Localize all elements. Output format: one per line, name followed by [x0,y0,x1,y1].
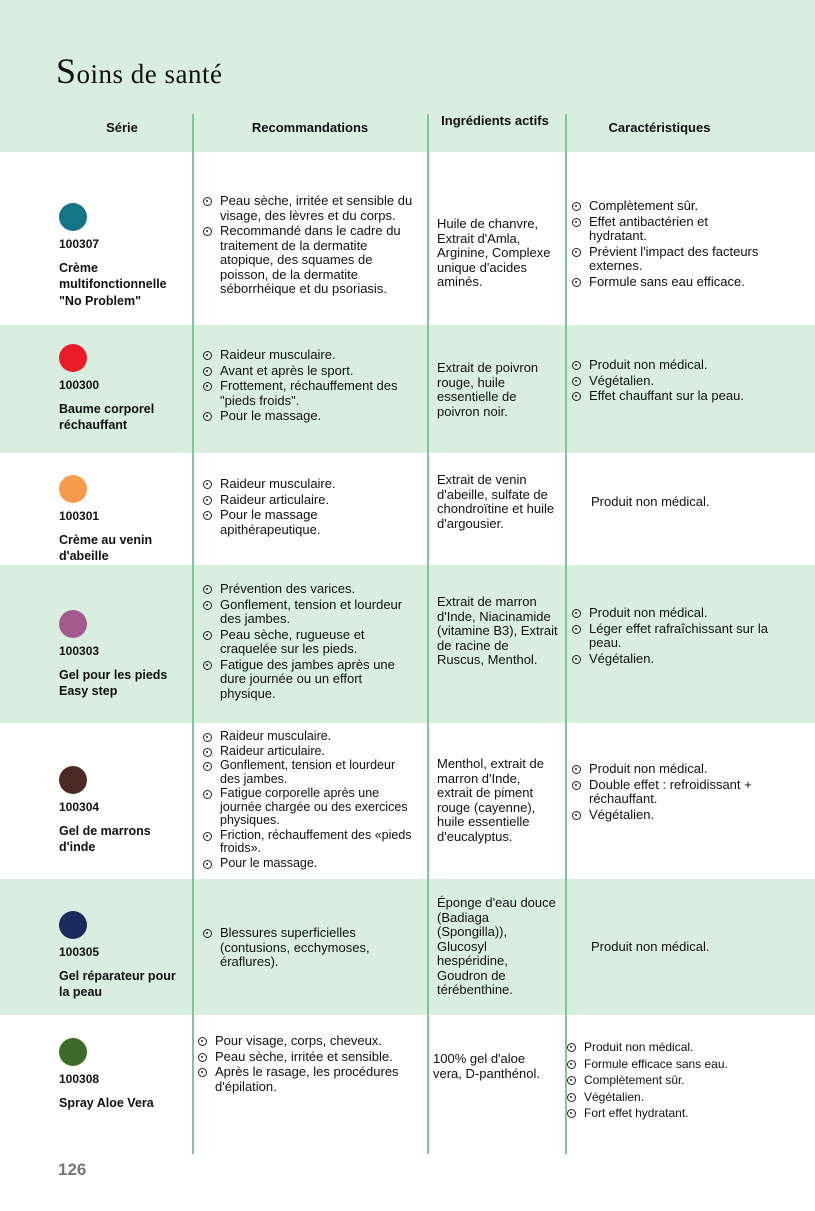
product-code: 100305 [59,945,100,959]
product-serie [59,1038,184,1111]
characteristics [567,1040,777,1123]
list-item: Formule sans eau efficace. [572,275,768,290]
characteristics [572,606,768,667]
active-ingredients: Menthol, extrait de marron d'Inde, extrait de piment rouge (cayenne), huile essentielle d'eucalyptus. [437,756,544,844]
header-serie: Série [106,120,138,135]
bullet-icon [203,860,212,869]
bullet-icon [567,1043,576,1052]
list-item: Fatigue des jambes après une dure journée ou un effort physique. [203,658,413,702]
bullet-icon [203,762,212,771]
product-code: 100307 [59,237,100,251]
list-item: Produit non médical. [572,762,768,777]
bullet-icon [572,392,581,401]
product-name: Baume corporel réchauffant [59,401,155,432]
header-reco: Recommandations [251,120,369,135]
product-serie [59,203,184,309]
list-item: Raideur articulaire. [203,493,413,508]
active-ingredients: Huile de chanvre, Extrait d'Amla, Arginine, Complexe unique d'acides aminés. [437,216,551,289]
product-serie [59,475,184,565]
list-item: Produit non médical. [567,1040,777,1056]
bullet-icon [203,631,212,640]
bullet-icon [567,1060,576,1069]
bullet-icon [572,625,581,634]
header-carac: Caractéristiques [608,120,711,135]
active-ingredients: Extrait de marron d'Inde, Niacinamide (vitamine B3), Extrait de racine de Ruscus, Menthol. [437,594,558,667]
product-serie [59,766,184,856]
bullet-icon [203,351,212,360]
product-code: 100301 [59,509,100,523]
list-item: Complètement sûr. [567,1073,777,1089]
characteristics [572,762,768,823]
list-item: Raideur musculaire. [203,730,413,744]
list-item: Gonflement, tension et lourdeur des jambes. [203,759,413,786]
bullet-icon [203,496,212,505]
column-divider [427,114,429,1154]
bullet-icon [572,377,581,386]
active-ingredients: Éponge d'eau douce (Badiaga (Spongilla)), Glucosyl hespéridine, Goudron de térébenthine. [437,895,556,997]
product-name: Crème multifonctionnelle "No Problem" [59,260,167,308]
bullet-icon [203,480,212,489]
product-serie [59,911,184,1001]
recommendations [203,348,413,425]
page-title: Soins de santé [56,51,223,91]
color-dot [59,475,87,503]
list-item: Végétalien. [572,374,768,389]
bullet-icon [203,661,212,670]
product-name: Spray Aloe Vera [59,1095,154,1110]
column-divider [565,114,567,1154]
bullet-icon [203,585,212,594]
active-ingredients: 100% gel d'aloe vera, D-panthénol. [433,1051,540,1081]
bullet-icon [203,832,212,841]
list-item: Effet antibactérien et hydratant. [572,215,768,244]
bullet-icon [567,1076,576,1085]
bullet-icon [572,781,581,790]
list-item: Raideur musculaire. [203,477,413,492]
recommendations [203,194,413,298]
bullet-icon [203,197,212,206]
list-item: Produit non médical. [572,606,768,621]
bullet-icon [203,790,212,799]
list-item: Fatigue corporelle après une journée chargée ou des exercices physiques. [203,787,413,828]
characteristics [572,199,768,290]
recommendations [203,730,413,871]
bullet-icon [572,655,581,664]
bullet-icon [203,412,212,421]
list-item: Peau sèche, irritée et sensible du visage, des lèvres et du corps. [203,194,413,223]
list-item: Végétalien. [572,652,768,667]
product-name: Gel pour les pieds Easy step [59,667,168,698]
recommendations [203,582,413,702]
list-item: Pour le massage. [203,409,413,424]
list-item: Formule efficace sans eau. [567,1057,777,1073]
color-dot [59,766,87,794]
bullet-icon [203,748,212,757]
list-item: Avant et après le sport. [203,364,413,379]
bullet-icon [572,248,581,257]
bullet-icon [203,511,212,520]
list-item: Prévention des varices. [203,582,413,597]
product-serie [59,344,184,434]
list-item: Complètement sûr. [572,199,768,214]
bullet-icon [203,929,212,938]
column-divider [192,114,194,1154]
characteristics: Produit non médical. [591,494,710,509]
list-item: Pour le massage apithérapeutique. [203,508,413,537]
list-item: Raideur articulaire. [203,745,413,759]
bullet-icon [572,811,581,820]
color-dot [59,1038,87,1066]
list-item: Effet chauffant sur la peau. [572,389,768,404]
list-item: Pour le massage. [203,857,413,871]
bullet-icon [572,609,581,618]
list-item: Produit non médical. [572,358,768,373]
bullet-icon [203,367,212,376]
list-item: Gonflement, tension et lourdeur des jambes. [203,598,413,627]
characteristics: Produit non médical. [591,939,710,954]
list-item: Peau sèche, rugueuse et craquelée sur les pieds. [203,628,413,657]
list-item: Végétalien. [567,1090,777,1106]
bullet-icon [203,227,212,236]
product-code: 100304 [59,800,100,814]
bullet-icon [198,1053,207,1062]
list-item: Blessures superficielles (contusions, ecchymoses, éraflures). [203,926,413,970]
recommendations [203,926,413,971]
bullet-icon [572,278,581,287]
color-dot [59,203,87,231]
product-name: Gel réparateur pour la peau [59,968,176,999]
list-item: Raideur musculaire. [203,348,413,363]
product-name: Crème au venin d'abeille [59,532,153,563]
list-item: Végétalien. [572,808,768,823]
bullet-icon [572,218,581,227]
list-item: Peau sèche, irritée et sensible. [198,1050,408,1065]
page-number: 126 [58,1160,87,1179]
list-item: Léger effet rafraîchissant sur la peau. [572,622,768,651]
bullet-icon [203,382,212,391]
bullet-icon [567,1093,576,1102]
bullet-icon [198,1068,207,1077]
list-item: Prévient l'impact des facteurs externes. [572,245,768,274]
list-item: Pour visage, corps, cheveux. [198,1034,408,1049]
list-item: Recommandé dans le cadre du traitement de la dermatite atopique, des squames de poisson, de la dermatite séborrhéique et du psoriasis. [203,224,413,297]
color-dot [59,911,87,939]
product-code: 100308 [59,1072,100,1086]
bullet-icon [203,601,212,610]
color-dot [59,610,87,638]
active-ingredients: Extrait de poivron rouge, huile essentielle de poivron noir. [437,360,539,419]
header-ingr: Ingrédients actifs [441,113,549,128]
bullet-icon [572,361,581,370]
bullet-icon [203,733,212,742]
characteristics [572,358,768,405]
recommendations [198,1034,408,1095]
product-code: 100303 [59,644,100,658]
list-item: Friction, réchauffement des «pieds froids». [203,829,413,856]
bullet-icon [572,765,581,774]
list-item: Après le rasage, les procédures d'épilation. [198,1065,408,1094]
bullet-icon [198,1037,207,1046]
active-ingredients: Extrait de venin d'abeille, sulfate de chondroïtine et huile d'argousier. [437,472,555,531]
recommendations [203,477,413,538]
list-item: Double effet : refroidissant + réchauffant. [572,778,768,807]
list-item: Fort effet hydratant. [567,1106,777,1122]
list-item: Frottement, réchauffement des "pieds froids". [203,379,413,408]
bullet-icon [572,202,581,211]
product-name: Gel de marrons d'inde [59,823,151,854]
product-serie [59,610,184,700]
color-dot [59,344,87,372]
bullet-icon [567,1109,576,1118]
product-code: 100300 [59,378,100,392]
